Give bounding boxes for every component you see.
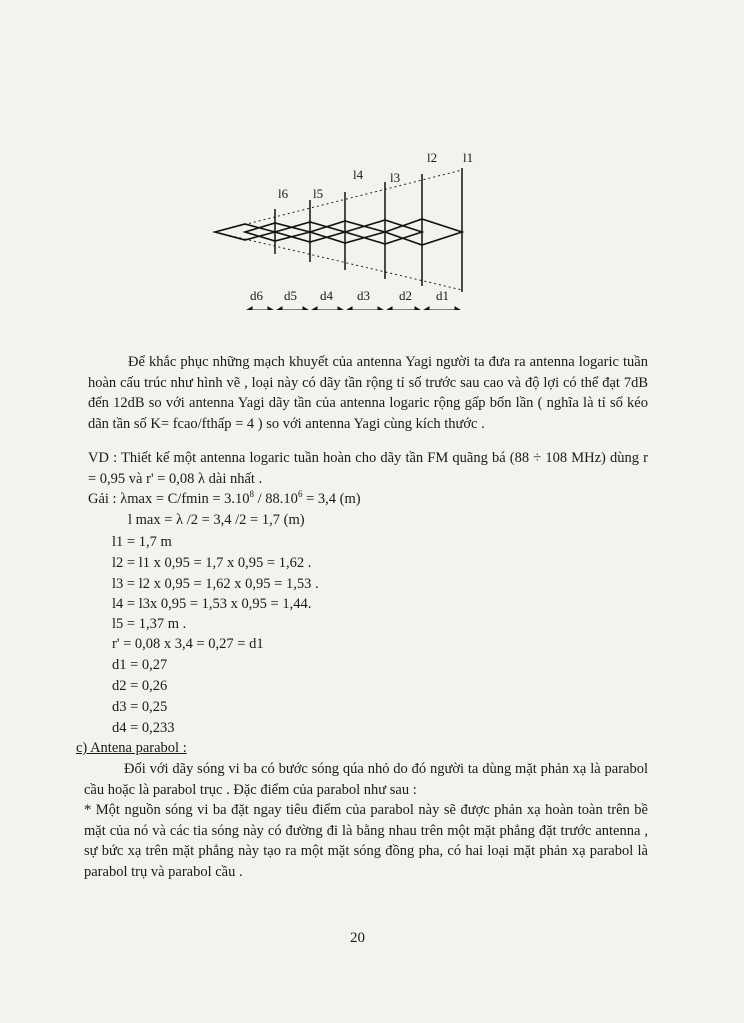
label-l4: l4 bbox=[353, 167, 364, 182]
label-d1: d1 bbox=[436, 288, 449, 303]
parabol-text-1: Đối với dãy sóng vi ba có bước sóng qúa nhỏ do đó người ta dùng mặt phản xạ là parabol cầu hoặc là parabol trục . Đặc điểm của parabol như sau : bbox=[84, 761, 648, 798]
label-l1: l1 bbox=[463, 150, 474, 165]
step-l1: l1 = 1,7 m bbox=[112, 534, 172, 550]
label-d4: d4 bbox=[320, 288, 333, 303]
step-l4: l4 = l3x 0,95 = 1,53 x 0,95 = 1,44. bbox=[112, 596, 312, 612]
intro-text: Để khắc phục những mạch khuyết của antenna Yagi người ta đưa ra antenna logaric tuần hoàn cấu trúc như hình vẽ , loại này có dãy tần rộng tỉ số trước sau cao và độ lợi có thể đạt 7dB đến 12dB so với antenna Yagi dãy tần của antenna logaric rộng gấp bốn lần ( nghĩa là tỉ số kéo dãn tần số K= fcao/fthấp = 4 ) so với antenna Yagi cùng kích thước . bbox=[88, 354, 648, 432]
parabol-paragraph-2 bbox=[84, 800, 648, 882]
exponent-6: 6 bbox=[297, 489, 303, 500]
example-text: VD : Thiết kế một antenna logaric tuần hoàn cho dãy tần FM quãng bá (88 ÷ 108 MHz) dùng r = 0,95 và r' = 0,08 λ dài nhất . bbox=[88, 450, 648, 487]
parabol-paragraph-1 bbox=[84, 759, 648, 800]
label-d3: d3 bbox=[357, 288, 370, 303]
intro-paragraph bbox=[88, 352, 648, 434]
label-d2: d2 bbox=[399, 288, 412, 303]
solution-line bbox=[88, 489, 361, 509]
solution-lambda-max: Gải : λmax = C/fmin = 3.10 bbox=[88, 491, 250, 507]
step-r-prime: r' = 0,08 x 3,4 = 0,27 = d1 bbox=[112, 636, 264, 652]
exponent-8: 8 bbox=[249, 489, 255, 500]
step-d1: d1 = 0,27 bbox=[112, 657, 168, 673]
step-d4: d4 = 0,233 bbox=[112, 720, 175, 736]
step-l3: l3 = l2 x 0,95 = 1,62 x 0,95 = 1,53 . bbox=[112, 576, 319, 592]
section-c-heading: c) Antena parabol : bbox=[76, 740, 187, 756]
parabol-text-2: * Một nguồn sóng vi ba đặt ngay tiêu điểm của parabol này sẽ được phản xạ hoàn toàn trên bề mặt của nó và các tia sóng này có đường đi là bằng nhau trên một mặt phẳng đặt trước antenna , sự bức xạ trên mặt phẳng này tạo ra một mặt sóng đồng pha, có hai loại mặt phản xạ parabol là parabol trụ và parabol cầu . bbox=[84, 802, 648, 880]
step-lmax: l max = λ /2 = 3,4 /2 = 1,7 (m) bbox=[128, 512, 305, 528]
label-l5: l5 bbox=[313, 186, 324, 201]
label-l3: l3 bbox=[390, 170, 401, 185]
spacing-arrows bbox=[247, 307, 460, 310]
label-l6: l6 bbox=[278, 186, 289, 201]
step-d2: d2 = 0,26 bbox=[112, 678, 168, 694]
solution-divisor: / 88.10 bbox=[254, 491, 298, 507]
log-periodic-antenna-diagram bbox=[200, 140, 500, 310]
step-l2: l2 = l1 x 0,95 = 1,7 x 0,95 = 1,62 . bbox=[112, 555, 312, 571]
step-d3: d3 = 0,25 bbox=[112, 699, 168, 715]
solution-result: = 3,4 (m) bbox=[302, 491, 361, 507]
label-d5: d5 bbox=[284, 288, 297, 303]
label-l2: l2 bbox=[427, 150, 438, 165]
step-l5: l5 = 1,37 m . bbox=[112, 616, 187, 632]
feeder-line bbox=[215, 219, 462, 245]
label-d6: d6 bbox=[250, 288, 263, 303]
example-paragraph bbox=[88, 448, 648, 489]
page-number: 20 bbox=[350, 930, 365, 946]
